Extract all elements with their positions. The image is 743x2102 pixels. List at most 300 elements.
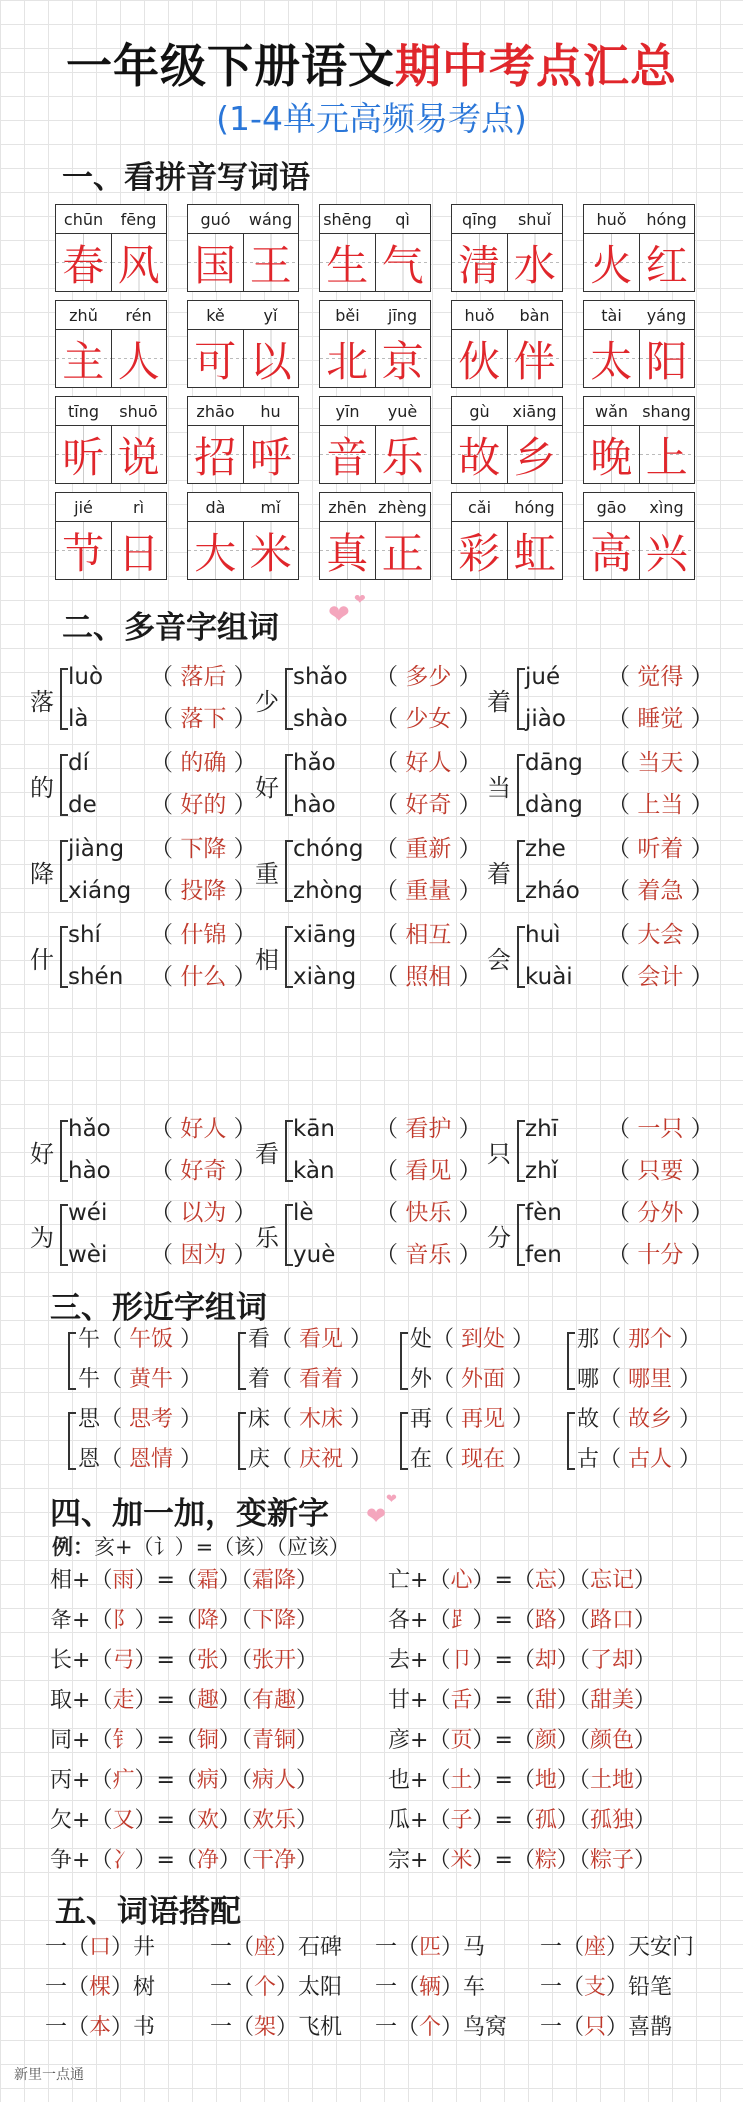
hanzi: 京 — [375, 330, 431, 387]
similar-word: 哪里 — [628, 1367, 673, 1392]
reading-word-text: 音乐 — [405, 1242, 452, 1268]
reading-word-text: 听着 — [637, 836, 684, 862]
polyphone-char: 降 — [30, 860, 54, 888]
polyphone-group — [30, 830, 260, 912]
pinyin-row — [452, 301, 562, 330]
add-char-row: 取+（走）=（趣）（有趣） — [50, 1688, 318, 1713]
measure-word: 座 — [584, 1935, 607, 1960]
similar-word: 庆祝 — [299, 1447, 344, 1472]
similar-word: 再见 — [461, 1407, 506, 1432]
new-word: 病人 — [251, 1768, 296, 1793]
similar-char: 思 — [78, 1407, 101, 1432]
similar-item: 那（ 那个 ） — [577, 1327, 702, 1352]
section-5-title: 五、词语搭配 — [55, 1894, 241, 1930]
brace — [68, 1412, 76, 1470]
brace — [60, 754, 68, 816]
polyphone-reading — [293, 1110, 482, 1143]
pinyin: hóng — [514, 497, 555, 517]
polyphone-reading — [68, 1194, 257, 1227]
reading-word-text: 大会 — [637, 922, 684, 948]
polyphone-char: 相 — [255, 946, 279, 974]
hanzi: 春 — [56, 234, 111, 291]
new-word: 孤独 — [589, 1808, 634, 1833]
pinyin-row — [188, 205, 298, 234]
base-char: 各 — [388, 1608, 411, 1633]
pinyin-grid — [55, 204, 695, 580]
match-prefix: 一（ — [210, 1975, 255, 2000]
reading-pinyin: shǎo — [293, 664, 348, 690]
reading-pinyin: hào — [68, 1158, 111, 1184]
brace — [285, 840, 293, 902]
similar-item: 古（ 古人 ） — [577, 1447, 702, 1472]
pinyin-row — [584, 205, 694, 234]
radical: 卩 — [450, 1648, 473, 1673]
hanzi: 水 — [507, 234, 563, 291]
add-char-row: 去+（卩）=（却）（了却） — [388, 1648, 656, 1673]
hanzi: 晚 — [584, 426, 639, 483]
hanzi-row — [320, 426, 430, 483]
reading-word: （ 当天 ） — [607, 750, 714, 776]
similar-item: 牛（ 黄牛 ） — [78, 1367, 203, 1392]
reading-pinyin: de — [68, 792, 97, 818]
reading-word: （ 好的 ） — [150, 792, 257, 818]
heart-icon: ❤ — [386, 1492, 397, 1507]
reading-word: （ 睡觉 ） — [607, 706, 714, 732]
hanzi-row — [320, 234, 430, 291]
brace — [285, 1120, 293, 1182]
reading-pinyin: hǎo — [68, 1116, 111, 1142]
matching-item — [540, 1930, 694, 1961]
polyphone-reading — [525, 958, 714, 991]
pinyin-row — [188, 397, 298, 426]
radical: 心 — [450, 1568, 473, 1593]
reading-word-text: 什锦 — [180, 922, 227, 948]
polyphone-char: 着 — [487, 688, 511, 716]
reading-word-text: 相互 — [405, 922, 452, 948]
word-cell — [583, 300, 695, 388]
radical: 弓 — [112, 1648, 135, 1673]
reading-word-text: 看见 — [405, 1158, 452, 1184]
match-noun: ）书 — [111, 2015, 156, 2040]
word-cell — [451, 300, 563, 388]
reading-word-text: 好人 — [180, 1116, 227, 1142]
add-char-row: 各+（⻊）=（路）（路口） — [388, 1608, 656, 1633]
similar-item: 着（ 看着 ） — [248, 1367, 373, 1392]
hanzi: 清 — [452, 234, 507, 291]
reading-pinyin: lè — [293, 1200, 314, 1226]
hanzi-row — [584, 522, 694, 579]
match-prefix: 一（ — [540, 1935, 585, 1960]
polyphone-reading — [68, 658, 257, 691]
similar-char: 午 — [78, 1327, 101, 1352]
add-char-row: 也+（土）=（地）（土地） — [388, 1768, 656, 1793]
reading-pinyin: zhī — [525, 1116, 559, 1142]
pinyin: shuō — [119, 401, 158, 421]
polyphone-reading — [525, 916, 714, 949]
hanzi: 阳 — [639, 330, 695, 387]
new-char: 甜 — [534, 1688, 557, 1713]
hanzi: 节 — [56, 522, 111, 579]
pinyin: huǒ — [596, 209, 627, 229]
base-char: 夅 — [50, 1608, 73, 1633]
pinyin: fēng — [120, 209, 157, 229]
reading-pinyin: kàn — [293, 1158, 335, 1184]
reading-word: （ 上当 ） — [607, 792, 714, 818]
match-noun: ）马 — [441, 1935, 486, 1960]
new-char: 地 — [534, 1768, 557, 1793]
add-char-row: 相+（雨）=（霜）（霜降） — [50, 1568, 318, 1593]
pinyin: rì — [132, 497, 145, 517]
hanzi: 主 — [56, 330, 111, 387]
polyphone-reading — [525, 658, 714, 691]
heart-icon: ❤ — [354, 592, 366, 608]
pinyin-row — [320, 397, 430, 426]
add-char-row: 争+（冫）=（净）（干净） — [50, 1848, 318, 1873]
pinyin: cǎi — [467, 497, 492, 517]
pinyin: yáng — [646, 305, 687, 325]
match-noun: ）车 — [441, 1975, 486, 2000]
similar-char: 外 — [410, 1367, 433, 1392]
similar-word: 木床 — [299, 1407, 344, 1432]
word-cell — [319, 204, 431, 292]
reading-pinyin: fèn — [525, 1200, 562, 1226]
reading-word: （ 快乐 ） — [375, 1200, 482, 1226]
polyphone-char: 为 — [30, 1224, 54, 1252]
match-prefix: 一（ — [540, 2015, 585, 2040]
pinyin-row — [188, 301, 298, 330]
reading-word-text: 觉得 — [637, 664, 684, 690]
similar-word: 看着 — [299, 1367, 344, 1392]
polyphone-reading — [68, 744, 257, 777]
measure-word: 本 — [89, 2015, 112, 2040]
pinyin: jié — [74, 497, 93, 517]
polyphone-char: 重 — [255, 860, 279, 888]
similar-item: 处（ 到处 ） — [410, 1327, 535, 1352]
similar-group — [236, 1322, 371, 1402]
add-char-row: 长+（弓）=（张）（张开） — [50, 1648, 318, 1673]
reading-word-text: 十分 — [637, 1242, 684, 1268]
pinyin-row — [320, 301, 430, 330]
pinyin: hóng — [646, 209, 687, 229]
similar-char: 再 — [410, 1407, 433, 1432]
pinyin-row — [452, 205, 562, 234]
similar-char: 那 — [577, 1327, 600, 1352]
measure-word: 个 — [419, 2015, 442, 2040]
reading-word-text: 一只 — [637, 1116, 684, 1142]
radical: 子 — [450, 1808, 473, 1833]
reading-pinyin: zhe — [525, 836, 566, 862]
reading-pinyin: dí — [68, 750, 89, 776]
radical: 舌 — [450, 1688, 473, 1713]
hanzi-row — [452, 522, 562, 579]
polyphone-reading — [525, 1236, 714, 1269]
match-noun: ）喜鹊 — [606, 2015, 673, 2040]
reading-pinyin: kuài — [525, 964, 573, 990]
reading-word-text: 分外 — [637, 1200, 684, 1226]
hanzi: 上 — [639, 426, 695, 483]
hanzi: 红 — [639, 234, 695, 291]
hanzi: 乡 — [507, 426, 563, 483]
polyphone-reading — [293, 958, 482, 991]
polyphone-reading — [293, 1194, 482, 1227]
similar-word: 到处 — [461, 1327, 506, 1352]
polyphone-group — [30, 1110, 260, 1192]
match-prefix: 一（ — [375, 1935, 420, 1960]
pinyin: tīng — [67, 401, 99, 421]
radical: ⻊ — [450, 1608, 473, 1633]
similar-char: 着 — [248, 1367, 271, 1392]
reading-word: （ 一只 ） — [607, 1116, 714, 1142]
hanzi: 说 — [111, 426, 167, 483]
pinyin: yǐ — [263, 305, 278, 325]
reading-word: （ 重量 ） — [375, 878, 482, 904]
new-char: 颜 — [534, 1728, 557, 1753]
match-noun: ）天安门 — [606, 1935, 695, 1960]
polyphone-group — [487, 830, 717, 912]
polyphone-reading — [68, 830, 257, 863]
similar-group — [236, 1402, 371, 1482]
pinyin: wǎn — [594, 401, 629, 421]
hanzi: 故 — [452, 426, 507, 483]
radical: 米 — [450, 1848, 473, 1873]
section-2-title: 二、多音字组词 — [62, 610, 279, 646]
add-char-row: 亡+（心）=（忘）（忘记） — [388, 1568, 656, 1593]
pinyin-row — [584, 493, 694, 522]
heart-icon: ❤ — [328, 600, 350, 630]
word-cell — [319, 396, 431, 484]
new-word: 张开 — [251, 1648, 296, 1673]
new-char: 铜 — [196, 1728, 219, 1753]
radical: 又 — [112, 1808, 135, 1833]
add-char-row: 欠+（又）=（欢）（欢乐） — [50, 1808, 318, 1833]
word-cell — [55, 300, 167, 388]
polyphone-group — [487, 916, 717, 998]
brace — [517, 668, 525, 730]
pinyin: xìng — [649, 497, 684, 517]
reading-word: （ 听着 ） — [607, 836, 714, 862]
polyphone-char: 分 — [487, 1224, 511, 1252]
new-word: 有趣 — [251, 1688, 296, 1713]
reading-pinyin: shào — [293, 706, 348, 732]
polyphone-group — [30, 658, 260, 740]
reading-word-text: 落后 — [180, 664, 227, 690]
brace — [400, 1332, 408, 1390]
hanzi: 以 — [243, 330, 299, 387]
hanzi: 正 — [375, 522, 431, 579]
polyphone-reading — [525, 786, 714, 819]
watermark: 新里一点通 — [14, 2067, 84, 2083]
word-cell — [451, 204, 563, 292]
add-char-row: 彦+（页）=（颜）（颜色） — [388, 1728, 656, 1753]
base-char: 丙 — [50, 1768, 73, 1793]
pinyin: zhāo — [196, 401, 235, 421]
pinyin: jīng — [387, 305, 418, 325]
brace — [60, 926, 68, 988]
reading-pinyin: dāng — [525, 750, 583, 776]
reading-pinyin: chóng — [293, 836, 364, 862]
brace — [517, 926, 525, 988]
hanzi: 日 — [111, 522, 167, 579]
add-char-row: 甘+（舌）=（甜）（甜美） — [388, 1688, 656, 1713]
new-char: 病 — [196, 1768, 219, 1793]
new-word: 欢乐 — [251, 1808, 296, 1833]
reading-word: （ 投降 ） — [150, 878, 257, 904]
reading-word-text: 什么 — [180, 964, 227, 990]
reading-word: （ 觉得 ） — [607, 664, 714, 690]
polyphone-char: 会 — [487, 946, 511, 974]
reading-word-text: 当天 — [637, 750, 684, 776]
match-noun: ）石碑 — [276, 1935, 343, 1960]
hanzi-row — [452, 234, 562, 291]
similar-item: 再（ 再见 ） — [410, 1407, 535, 1432]
similar-item: 午（ 午饭 ） — [78, 1327, 203, 1352]
reading-word: （ 的确 ） — [150, 750, 257, 776]
pinyin-row — [320, 205, 430, 234]
polyphone-group — [255, 744, 485, 826]
polyphone-reading — [525, 744, 714, 777]
radical: 疒 — [112, 1768, 135, 1793]
reading-word-text: 照相 — [405, 964, 452, 990]
match-noun: ）飞机 — [276, 2015, 343, 2040]
hanzi-row — [188, 522, 298, 579]
hanzi: 大 — [188, 522, 243, 579]
reading-pinyin: wèi — [68, 1242, 108, 1268]
brace — [400, 1412, 408, 1470]
word-cell — [319, 492, 431, 580]
hanzi: 音 — [320, 426, 375, 483]
reading-pinyin: xiāng — [293, 922, 357, 948]
reading-word: （ 什么 ） — [150, 964, 257, 990]
section-4-title: 四、加一加，变新字 — [50, 1496, 329, 1532]
polyphone-char: 当 — [487, 774, 511, 802]
reading-word: （ 十分 ） — [607, 1242, 714, 1268]
reading-word-text: 快乐 — [405, 1200, 452, 1226]
new-word: 青铜 — [251, 1728, 296, 1753]
reading-word-text: 好的 — [180, 792, 227, 818]
match-noun: ）树 — [111, 1975, 156, 2000]
pinyin: zhēn — [328, 497, 367, 517]
word-cell — [55, 396, 167, 484]
reading-pinyin: huì — [525, 922, 561, 948]
add-char-row: 夅+（阝）=（降）（下降） — [50, 1608, 318, 1633]
reading-word-text: 只要 — [637, 1158, 684, 1184]
new-word: 下降 — [251, 1608, 296, 1633]
hanzi: 听 — [56, 426, 111, 483]
matching-item — [540, 2010, 672, 2041]
similar-word: 黄牛 — [129, 1367, 174, 1392]
similar-group — [565, 1322, 700, 1402]
polyphone-char: 只 — [487, 1140, 511, 1168]
pinyin: mǐ — [260, 497, 281, 517]
pinyin: qì — [395, 209, 410, 229]
hanzi: 兴 — [639, 522, 695, 579]
reading-word: （ 以为 ） — [150, 1200, 257, 1226]
reading-pinyin: zháo — [525, 878, 580, 904]
polyphone-reading — [68, 958, 257, 991]
radical: 冫 — [112, 1848, 135, 1873]
similar-item: 在（ 现在 ） — [410, 1447, 535, 1472]
base-char: 取 — [50, 1688, 73, 1713]
reading-word: （ 重新 ） — [375, 836, 482, 862]
matching-item — [375, 2010, 507, 2041]
similar-item: 外（ 外面 ） — [410, 1367, 535, 1392]
pinyin: hu — [260, 401, 281, 421]
brace — [238, 1412, 246, 1470]
reading-pinyin: kān — [293, 1116, 335, 1142]
matching-item — [210, 2010, 342, 2041]
brace — [517, 1120, 525, 1182]
hanzi-row — [584, 330, 694, 387]
matching-item — [210, 1930, 342, 1961]
pinyin: tài — [601, 305, 622, 325]
hanzi: 虹 — [507, 522, 563, 579]
pinyin: rén — [125, 305, 152, 325]
reading-word: （ 好奇 ） — [150, 1158, 257, 1184]
brace — [567, 1412, 575, 1470]
polyphone-char: 少 — [255, 688, 279, 716]
hanzi: 人 — [111, 330, 167, 387]
brace — [68, 1332, 76, 1390]
reading-word: （ 少女 ） — [375, 706, 482, 732]
polyphone-char: 落 — [30, 688, 54, 716]
polyphone-char: 的 — [30, 774, 54, 802]
reading-word-text: 好奇 — [180, 1158, 227, 1184]
similar-word: 恩情 — [129, 1447, 174, 1472]
similar-char: 庆 — [248, 1447, 271, 1472]
matching-item — [375, 1930, 485, 1961]
similar-word: 思考 — [129, 1407, 174, 1432]
new-word: 土地 — [589, 1768, 634, 1793]
reading-word: （ 大会 ） — [607, 922, 714, 948]
pinyin-row — [188, 493, 298, 522]
hanzi: 王 — [243, 234, 299, 291]
polyphone-reading — [525, 830, 714, 863]
polyphone-reading — [293, 830, 482, 863]
polyphone-reading — [68, 916, 257, 949]
polyphone-reading — [293, 658, 482, 691]
hanzi: 风 — [111, 234, 167, 291]
polyphone-reading — [525, 1194, 714, 1227]
reading-word: （ 只要 ） — [607, 1158, 714, 1184]
pinyin: běi — [335, 305, 360, 325]
measure-word: 棵 — [89, 1975, 112, 2000]
reading-pinyin: zhǐ — [525, 1158, 559, 1184]
matching-item — [45, 1930, 155, 1961]
new-word: 了却 — [589, 1648, 634, 1673]
reading-word-text: 看护 — [405, 1116, 452, 1142]
new-word: 路口 — [589, 1608, 634, 1633]
reading-word-text: 好人 — [405, 750, 452, 776]
similar-item: 庆（ 庆祝 ） — [248, 1447, 373, 1472]
brace — [60, 1120, 68, 1182]
polyphone-group — [30, 744, 260, 826]
reading-word-text: 的确 — [180, 750, 227, 776]
polyphone-reading — [525, 872, 714, 905]
brace — [517, 754, 525, 816]
polyphone-reading — [293, 1236, 482, 1269]
reading-word: （ 什锦 ） — [150, 922, 257, 948]
hanzi-row — [584, 234, 694, 291]
add-char-row: 丙+（疒）=（病）（病人） — [50, 1768, 318, 1793]
page-title: 一年级下册语文期中考点汇总 — [66, 39, 677, 93]
new-char: 欢 — [196, 1808, 219, 1833]
pinyin: shang — [642, 401, 691, 421]
pinyin: dà — [205, 497, 226, 517]
similar-word: 午饭 — [129, 1327, 174, 1352]
match-noun: ）鸟窝 — [441, 2015, 508, 2040]
similar-group — [565, 1402, 700, 1482]
word-cell — [187, 300, 299, 388]
